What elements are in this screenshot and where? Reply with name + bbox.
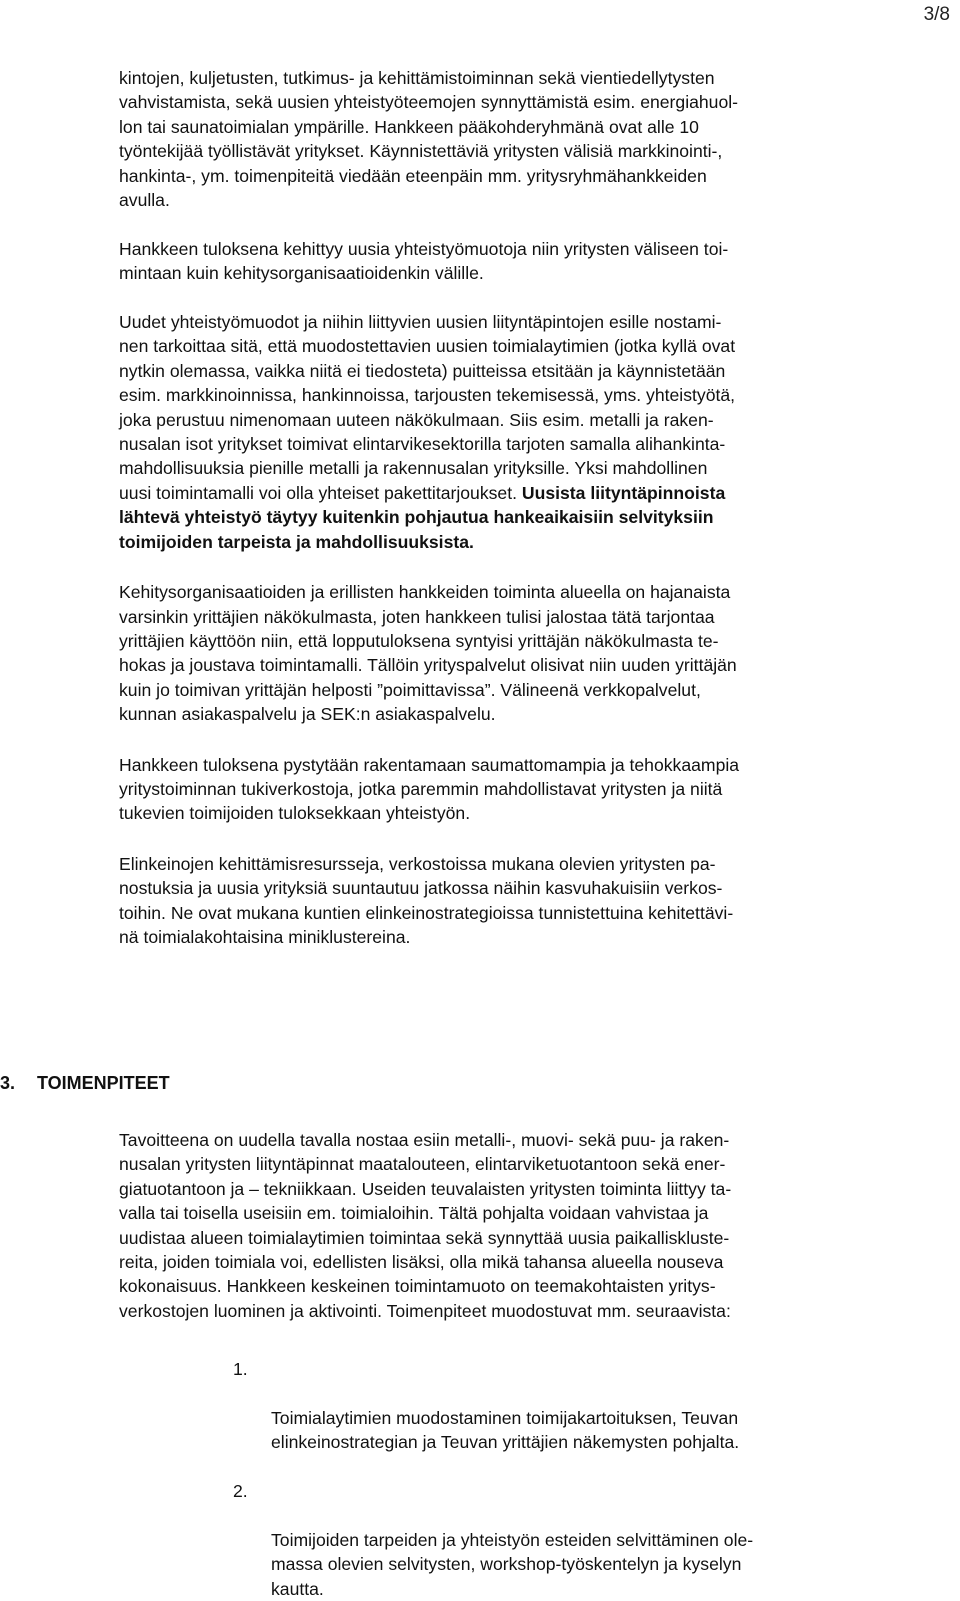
- paragraph-4: Kehitysorganisaatioiden ja erillisten hankkeiden toiminta alueella on hajanaista varsinkin yrittäjien näkökulmasta, joten hankkeen tulisi jalostaa tätä tarjontaa yrittäjien käyttöön niin, että lopputuloksena syntyisi yrittäjän näkökulmasta te- hokas ja joustava toimintamalli. Tällöin yrityspalvelut olisivat niin uuden yrittäjän kuin jo toimivan yrittäjän helposti ”poimittavissa”. Välineenä verkkopalvelut, kunnan asiakaspalvelu ja SEK:n asiakaspalvelu.: [119, 582, 737, 725]
- list-item-number: 1.: [233, 1359, 248, 1379]
- list-item-text: Toimijoiden tarpeiden ja yhteistyön esteiden selvittäminen ole- massa olevien selvitysten, workshop-työskentelyn ja kyselyn kautta.: [271, 1529, 754, 1599]
- list-item-text: Toimialaytimien muodostaminen toimijakartoituksen, Teuvan elinkeinostrategian ja Teuvan yrittäjien näkemysten pohjalta.: [271, 1407, 740, 1453]
- section-heading: [0, 1070, 960, 1096]
- section-title: TOIMENPITEET: [37, 1073, 170, 1093]
- paragraph-3: [119, 310, 899, 554]
- list-item: [233, 1357, 893, 1455]
- list-item-number: 2.: [233, 1481, 248, 1502]
- page-number: 3/8: [923, 4, 950, 25]
- document-body: [119, 66, 899, 949]
- paragraph-5: Hankkeen tuloksena pystytään rakentamaan saumattomampia ja tehokkaampia yritystoiminnan tukiverkostoja, jotka paremmin mahdollistavat yritysten ja niitä tukevien toimijoiden tuloksekkaan yhteistyön.: [119, 754, 740, 824]
- action-list: [233, 1357, 893, 1601]
- paragraph-2: Hankkeen tuloksena kehittyy uusia yhteistyömuotoja niin yritysten väliseen toi- mintaan kuin kehitysorganisaatioidenkin välille.: [119, 238, 729, 284]
- list-item: [233, 1479, 893, 1601]
- paragraph-1: kintojen, kuljetusten, tutkimus- ja kehittämistoiminnan sekä vientiedellytysten vahvistamista, sekä uusien yhteistyöteemojen synnyttämistä esim. energiahuol- lon tai saunatoimialan ympärille. Hankkeen pääkohderyhmänä ovat alle 10 työntekijää työllistävät yritykset. Käynnistettäviä yritysten välisiä markkinointi-, hankinta-, ym. toimenpiteitä viedään eteenpäin mm. yritysryhmähankkeiden avulla.: [119, 68, 739, 211]
- section-body: Tavoitteena on uudella tavalla nostaa esiin metalli-, muovi- sekä puu- ja raken- nusalan yritysten liityntäpinnat maatalouteen, elintarviketuotantoon sekä ener- giatuotantoon ja – tekniikkaan. Useiden teuvalaisten yritysten toiminta liittyy ta- valla tai toisella useisiin em. toimialoihin. Tältä pohjalta voidaan vahvistaa ja uudistaa alueen toimialaytimien toimintaa sekä synnyttää uusia paikalliskluste- reita, joiden toimiala voi, edellisten lisäksi, olla mikä tahansa alueella nouseva kokonaisuus. Hankkeen keskeinen toimintamuoto on teemakohtaisten yritys- verkostojen luominen ja aktivointi. Toimenpiteet muodostuvat mm. seuraavista:: [119, 1130, 732, 1321]
- paragraph-6: Elinkeinojen kehittämisresursseja, verkostoissa mukana olevien yritysten pa- nostuksia ja uusia yrityksiä suuntautuu jatkossa näihin kasvuhakuisiin verkos- toihin. Ne ovat mukana kuntien elinkeinostrategioissa tunnistettuina kehitettävi- nä toimialakohtaisina miniklustereina.: [119, 853, 734, 947]
- section-number: 3.: [0, 1073, 16, 1093]
- paragraph-3-text: Uudet yhteistyömuodot ja niihin liittyvien uusien liityntäpintojen esille nostami- nen tarkoittaa sitä, että muodostettavien uusien toimialaytimien (jotka kyllä ovat nytkin olemassa, vaikka niitä ei tiedosteta) puitteissa etsitään ja käynnistetään esim. markkinoinnissa, hankinnoissa, tarjousten tekemisessä, yms. yhteistyötä, joka perustuu nimenomaan uuteen näkökulmaan. Siis esim. metalli ja raken- nusalan isot yritykset toimivat elintarvikesektorilla tarjoten samalla alihankinta- mahdollisuuksia pienille metalli ja rakennusalan yrityksille. Yksi mahdollinen uusi toimintamalli voi olla yhteiset pakettitarjoukset.: [119, 312, 736, 503]
- paragraph-3-bold-text: Uusista liityntäpinnoista lähtevä yhteistyö täytyy kuitenkin pohjautua hankeaikaisiin selvityksiin toimijoiden tarpeista ja mahdollisuuksista.: [119, 482, 726, 552]
